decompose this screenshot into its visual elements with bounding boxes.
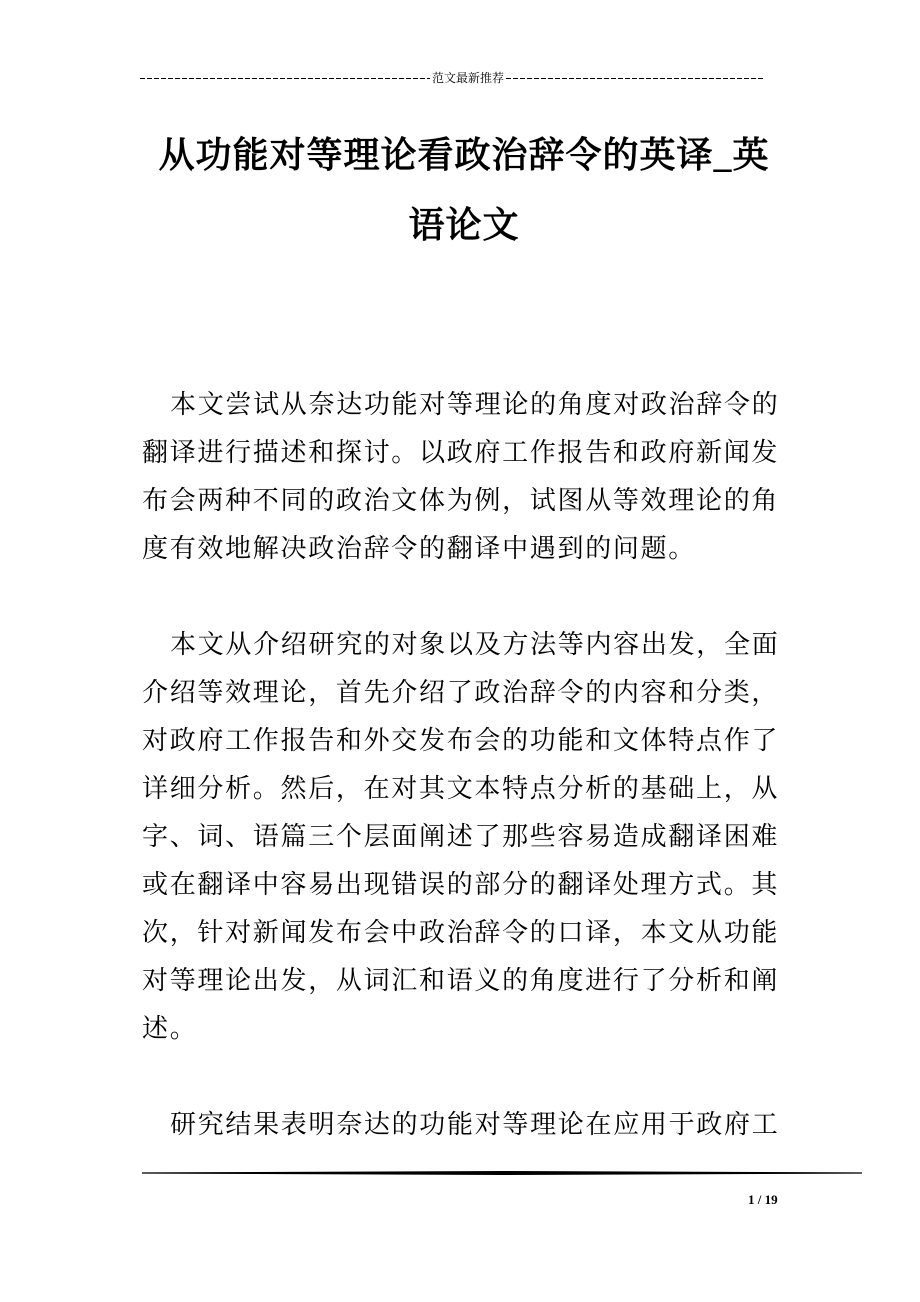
header-dash-right bbox=[506, 78, 765, 79]
paragraph-line: 研究结果表明奈达的功能对等理论在应用于政府工 bbox=[170, 1110, 780, 1139]
paragraph-line: 翻译进行描述和探讨。以政府工作报告和政府新闻发 bbox=[142, 438, 780, 467]
page-header bbox=[140, 70, 765, 86]
paragraph-line: 本文从介绍研究的对象以及方法等内容出发，全面 bbox=[170, 630, 780, 659]
document-title bbox=[144, 120, 784, 260]
paragraph-line: 本文尝试从奈达功能对等理论的角度对政治辞令的 bbox=[170, 390, 780, 419]
paragraph bbox=[142, 1101, 782, 1149]
paragraph-line: 次，针对新闻发布会中政治辞令的口译，本文从功能 bbox=[142, 918, 780, 947]
footer-rule bbox=[142, 1171, 862, 1175]
paragraph-line: 字、词、语篇三个层面阐述了那些容易造成翻译困难 bbox=[142, 822, 780, 851]
paragraph-line: 布会两种不同的政治文体为例，试图从等效理论的角 bbox=[142, 486, 780, 515]
title-line: 语论文 bbox=[408, 205, 520, 245]
paragraph-line: 述。 bbox=[142, 1014, 198, 1043]
paragraph bbox=[142, 381, 782, 573]
document-body bbox=[142, 381, 782, 1161]
title-line: 从功能对等理论看政治辞令的英译_英 bbox=[158, 135, 770, 175]
header-dash-left bbox=[140, 78, 430, 79]
page-number: 1 / 19 bbox=[748, 1192, 778, 1207]
paragraph-line: 度有效地解决政治辞令的翻译中遇到的问题。 bbox=[142, 534, 697, 563]
paragraph-line: 介绍等效理论，首先介绍了政治辞令的内容和分类， bbox=[142, 678, 780, 707]
paragraph-line: 对等理论出发，从词汇和语义的角度进行了分析和阐 bbox=[142, 966, 780, 995]
paragraph-line: 对政府工作报告和外交发布会的功能和文体特点作了 bbox=[142, 726, 780, 755]
paragraph-line: 详细分析。然后，在对其文本特点分析的基础上，从 bbox=[142, 774, 780, 803]
paragraph bbox=[142, 621, 782, 1053]
header-label: 范文最新推荐 bbox=[432, 71, 505, 85]
paragraph-line: 或在翻译中容易出现错误的部分的翻译处理方式。其 bbox=[142, 870, 780, 899]
